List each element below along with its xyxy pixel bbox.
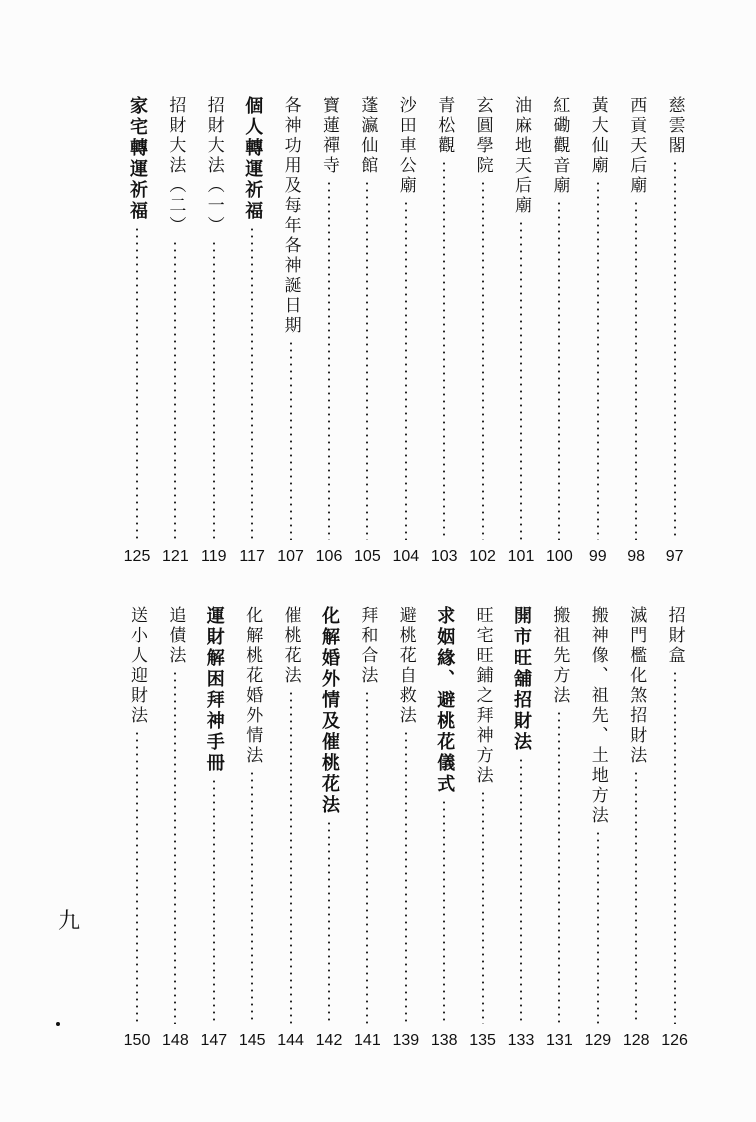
dot-leader xyxy=(443,160,445,540)
dot-leader xyxy=(405,730,407,1024)
toc-entry xyxy=(118,96,156,565)
dot-leader xyxy=(290,340,292,540)
toc-page-number: 145 xyxy=(238,1032,266,1049)
toc-entry-title: 青松觀 xyxy=(434,96,455,156)
dot-leader xyxy=(443,799,445,1024)
dot-leader xyxy=(366,180,368,540)
dot-leader xyxy=(558,710,560,1024)
toc-entry-title: 招財大法（一） xyxy=(203,96,224,236)
toc-page-number: 128 xyxy=(622,1032,650,1049)
toc-page-number: 147 xyxy=(200,1032,228,1049)
toc-entry-title: 油麻地天后廟 xyxy=(511,96,531,216)
dot-leader xyxy=(136,226,138,540)
dot-leader xyxy=(520,757,522,1024)
dot-leader xyxy=(328,820,330,1024)
toc-entry-title: 各神功用及每年各神誕日期 xyxy=(280,96,301,336)
toc-page-number: 106 xyxy=(315,548,343,565)
toc-entry-title: 催桃花法 xyxy=(280,606,301,686)
dot-leader xyxy=(558,200,560,540)
dot-leader xyxy=(174,670,176,1024)
toc-page-number: 144 xyxy=(277,1032,304,1049)
dot-leader xyxy=(674,670,676,1024)
toc-page-number: 100 xyxy=(546,548,573,565)
toc-page-number: 121 xyxy=(162,548,189,565)
toc-entry xyxy=(464,606,502,1049)
toc-entry xyxy=(425,606,463,1049)
toc-entry-title: 拜和合法 xyxy=(357,606,378,686)
toc-entry xyxy=(502,606,540,1049)
toc-entry xyxy=(464,96,502,565)
dot-leader xyxy=(597,830,599,1024)
toc-page-number: 125 xyxy=(123,548,151,565)
toc-entry-title: 沙田車公廟 xyxy=(395,96,416,196)
toc-entry xyxy=(118,606,156,1049)
toc-entry xyxy=(233,606,271,1049)
toc-entry xyxy=(387,96,425,565)
toc-entry-title: 搬祖先方法 xyxy=(549,606,570,706)
toc-entry xyxy=(425,96,463,565)
dot-leader xyxy=(482,180,484,540)
toc-entry-title: 寶蓮禪寺 xyxy=(319,96,339,176)
toc-entry xyxy=(272,96,310,565)
toc-section-heading: 運財解困拜神手冊 xyxy=(203,606,225,774)
toc-entry-title: 西貢天后廟 xyxy=(626,96,647,196)
toc-entry xyxy=(156,96,194,565)
dot-leader xyxy=(174,240,176,540)
toc-entry-title: 招財大法（二） xyxy=(165,96,186,236)
toc-entry-title: 招財盒 xyxy=(664,606,685,666)
dot-leader xyxy=(674,160,676,540)
toc-page-number: 139 xyxy=(392,1032,420,1049)
toc-page-number: 104 xyxy=(392,548,420,565)
toc-entry xyxy=(502,96,540,565)
toc-entry xyxy=(656,96,694,565)
toc-entry-title: 追債法 xyxy=(165,606,186,666)
toc-section-heading: 個人轉運祈福 xyxy=(242,96,264,222)
toc-page-number: 107 xyxy=(277,548,304,565)
toc-entry xyxy=(310,96,348,565)
toc-page-number: 133 xyxy=(507,1032,535,1049)
toc-entry-title: 紅磡觀音廟 xyxy=(549,96,570,196)
toc-entry xyxy=(310,606,348,1049)
toc-entry-title: 送小人迎財法 xyxy=(127,606,147,726)
toc-entry xyxy=(617,606,655,1049)
dot-leader xyxy=(597,180,599,540)
toc-entry xyxy=(156,606,194,1049)
toc-page-number: 150 xyxy=(123,1032,151,1049)
toc-page-number: 135 xyxy=(469,1032,496,1049)
dot-leader xyxy=(635,770,637,1024)
toc-section-heading: 開市旺舖招財法 xyxy=(511,606,532,753)
toc-entry-title: 玄圓學院 xyxy=(472,96,493,176)
toc-page-number: 117 xyxy=(239,548,265,565)
dot-leader xyxy=(213,240,215,540)
toc-entry-title: 黃大仙廟 xyxy=(587,96,608,176)
toc-entry xyxy=(540,606,578,1049)
toc-entry-title: 避桃花自救法 xyxy=(395,606,416,726)
toc-page-number: 103 xyxy=(430,548,458,565)
toc-page-number: 142 xyxy=(315,1032,343,1049)
toc-page-number: 119 xyxy=(201,548,227,565)
toc-entry xyxy=(617,96,655,565)
toc-entry-title: 蓬瀛仙館 xyxy=(357,96,378,176)
dot-leader xyxy=(482,790,484,1024)
scan-speck xyxy=(56,1022,60,1026)
toc-entry xyxy=(348,96,386,565)
toc-page-number: 141 xyxy=(354,1032,381,1049)
toc-page-number: 131 xyxy=(546,1032,573,1049)
toc-section-heading: 求姻緣、避桃花儀式 xyxy=(434,606,456,795)
toc-section-heading: 家宅轉運祈福 xyxy=(127,96,148,222)
toc-page-number: 138 xyxy=(430,1032,458,1049)
dot-leader xyxy=(251,770,253,1024)
toc-entry-title: 化解桃花婚外情法 xyxy=(242,606,263,766)
toc-entry xyxy=(195,606,233,1049)
toc-page-number: 98 xyxy=(627,548,646,565)
dot-leader xyxy=(405,200,407,540)
dot-leader xyxy=(635,200,637,540)
dot-leader xyxy=(328,180,330,540)
dot-leader xyxy=(290,690,292,1024)
toc-entry xyxy=(233,96,271,565)
toc-entry-title: 滅門檻化煞招財法 xyxy=(626,606,647,766)
dot-leader xyxy=(136,730,138,1024)
toc-entry xyxy=(195,96,233,565)
toc-page-number: 101 xyxy=(507,548,535,565)
toc-entry xyxy=(272,606,310,1049)
toc-page-number: 102 xyxy=(469,548,496,565)
toc-entry xyxy=(387,606,425,1049)
toc-section-heading: 化解婚外情及催桃花法 xyxy=(319,606,340,816)
toc-page-number: 105 xyxy=(354,548,381,565)
toc-page-number: 97 xyxy=(665,548,684,565)
dot-leader xyxy=(366,690,368,1024)
toc-page-number: 99 xyxy=(588,548,607,565)
toc-page-number: 129 xyxy=(584,1032,612,1049)
toc-entry-title: 搬神像、祖先、土地方法 xyxy=(587,606,608,826)
toc-entry xyxy=(656,606,694,1049)
toc-entry xyxy=(579,606,617,1049)
toc-entry-title: 慈雲閣 xyxy=(664,96,685,156)
toc-entry xyxy=(348,606,386,1049)
folio-number: 九 xyxy=(58,909,81,934)
toc-entry xyxy=(579,96,617,565)
toc-entry-title: 旺宅旺鋪之拜神方法 xyxy=(472,606,493,786)
toc-page-number: 148 xyxy=(162,1032,189,1049)
toc-entry xyxy=(540,96,578,565)
dot-leader xyxy=(251,226,253,540)
dot-leader xyxy=(520,220,522,540)
dot-leader xyxy=(213,778,215,1024)
toc-page-number: 126 xyxy=(661,1032,688,1049)
